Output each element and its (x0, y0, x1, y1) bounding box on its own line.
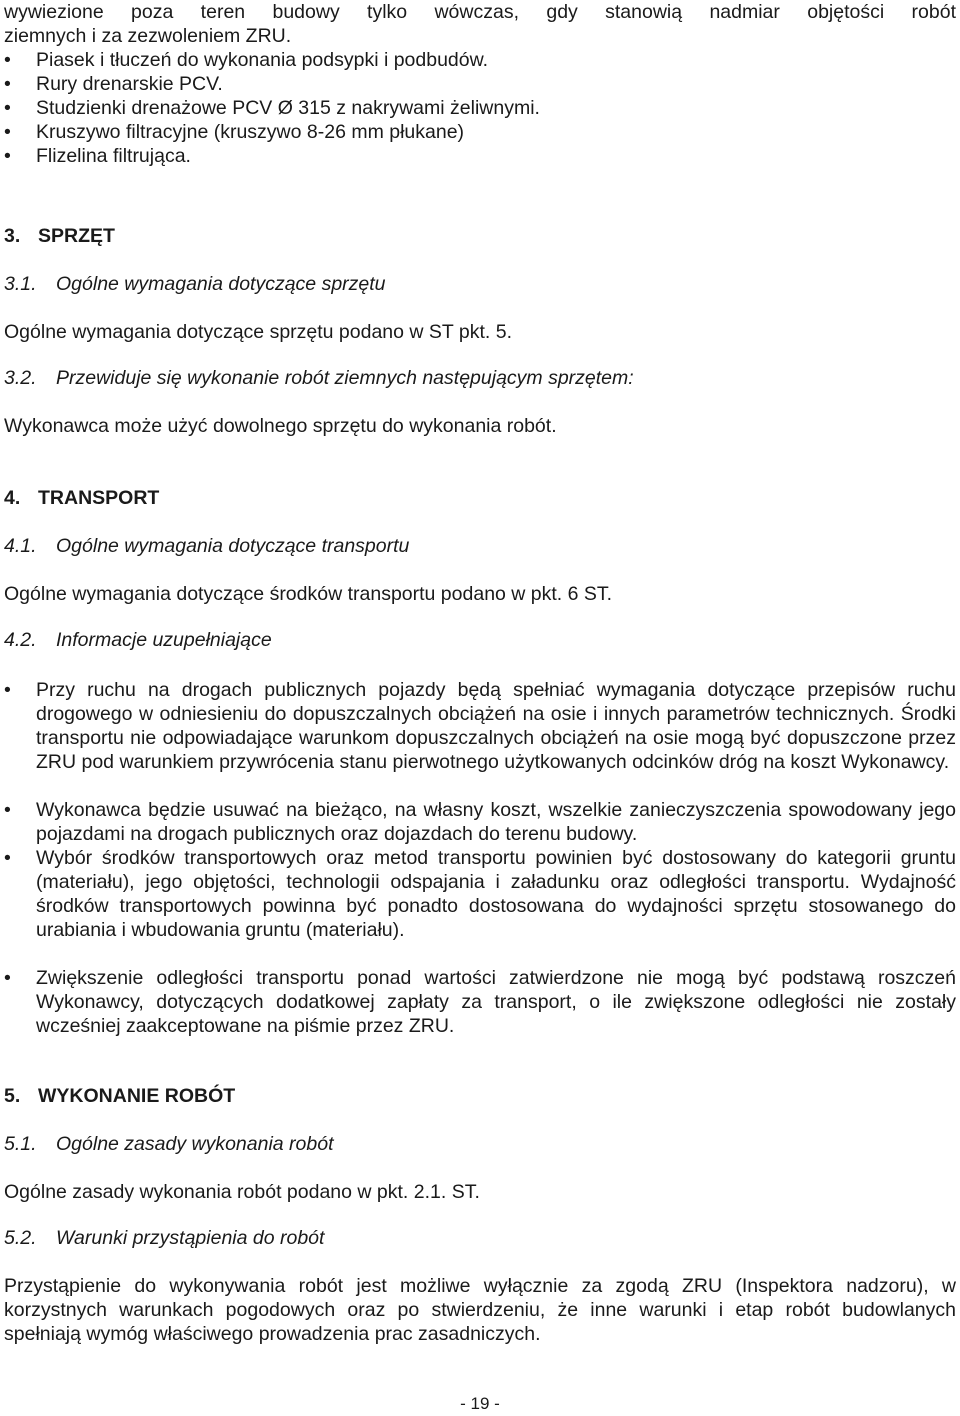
bullet-icon: • (4, 73, 11, 95)
info-list-item: • Wybór środków transportowych oraz metod transportu powinien być dostosowany do kategorii gruntu (materiału), jego objętości, technologii odspajania i załadunku oraz odległości transportu. Wydajność środków transportowych powinna być ponadto dostosowana do wydajności sprzętu stosowanego do urabiania i wbudowania gruntu (materiału). (4, 847, 956, 941)
paragraph: Ogólne zasady wykonania robót podano w pkt. 2.1. ST. (4, 1181, 480, 1203)
subsection-heading (4, 272, 956, 296)
subsection-number: 5.1. (4, 1133, 37, 1155)
bullet-icon: • (4, 679, 11, 701)
subsection-title: Ogólne wymagania dotyczące transportu (56, 535, 410, 557)
section-title: SPRZĘT (38, 225, 115, 247)
section-number: 3. (4, 225, 21, 247)
subsection-title: Ogólne wymagania dotyczące sprzętu (56, 273, 386, 295)
subsection-heading (4, 366, 956, 390)
materials-list-item: • Rury drenarskie PCV. (4, 73, 223, 95)
section-heading (4, 486, 956, 510)
subsection-number: 4.1. (4, 535, 37, 557)
paragraph: Ogólne wymagania dotyczące środków transportu podano w pkt. 6 ST. (4, 583, 613, 605)
subsection-number: 4.2. (4, 629, 37, 651)
bullet-icon: • (4, 799, 11, 821)
subsection-number: 3.2. (4, 367, 37, 389)
section-title: WYKONANIE ROBÓT (38, 1085, 236, 1107)
subsection-title: Warunki przystąpienia do robót (56, 1227, 325, 1249)
section-number: 5. (4, 1085, 21, 1107)
subsection-heading (4, 628, 956, 652)
bullet-icon: • (4, 49, 11, 71)
bullet-icon: • (4, 847, 11, 869)
bullet-icon: • (4, 967, 11, 989)
subsection-heading (4, 1226, 956, 1250)
info-list-item: • Zwiększenie odległości transportu ponad wartości zatwierdzone nie mogą być podstawą roszczeń Wykonawcy, dotyczących dodatkowej zapłaty za transport, o ile zwiększone odległości nie zostały wcześniej zaakceptowane na piśmie przez ZRU. (4, 967, 956, 1037)
paragraph: Przystąpienie do wykonywania robót jest możliwe wyłącznie za zgodą ZRU (Inspektora nadzoru), w korzystnych warunkach pogodowych oraz po stwierdzeniu, że inne warunki i etap robót budowlanych spełniają wymóg właściwego prowadzenia prac zasadniczych. (4, 1275, 956, 1345)
materials-list-item: • Studzienki drenażowe PCV Ø 315 z nakrywami żeliwnymi. (4, 97, 540, 119)
subsection-title: Przewiduje się wykonanie robót ziemnych następującym sprzętem: (56, 367, 634, 389)
materials-list-item: • Flizelina filtrująca. (4, 145, 191, 167)
materials-list-item: • Piasek i tłuczeń do wykonania podsypki i podbudów. (4, 49, 489, 71)
paragraph: Wykonawca może użyć dowolnego sprzętu do wykonania robót. (4, 415, 557, 437)
paragraph: Ogólne wymagania dotyczące sprzętu podano w ST pkt. 5. (4, 321, 513, 343)
info-list-item: • Wykonawca będzie usuwać na bieżąco, na własny koszt, wszelkie zanieczyszczenia spowodowany jego pojazdami na drogach publicznych oraz dojazdach do terenu budowy. (4, 799, 956, 845)
subsection-number: 3.1. (4, 273, 37, 295)
subsection-title: Ogólne zasady wykonania robót (56, 1133, 334, 1155)
subsection-title: Informacje uzupełniające (56, 629, 272, 651)
subsection-number: 5.2. (4, 1227, 37, 1249)
continuation-line-2: ziemnych i za zezwoleniem ZRU. (4, 25, 292, 47)
info-list-item: • Przy ruchu na drogach publicznych pojazdy będą spełniać wymagania dotyczące przepisów ruchu drogowego w odniesieniu do dopuszczalnych obciążeń na osie i innych parametrów technicznych. Środki transportu nie odpowiadające warunkom dopuszczalnych obciążeń na osie mogą być dopuszczone przez ZRU pod warunkiem przywrócenia stanu pierwotnego użytkowanych odcinków dróg na koszt Wykonawcy. (4, 679, 956, 773)
materials-list-item: • Kruszywo filtracyjne (kruszywo 8-26 mm płukane) (4, 121, 465, 143)
subsection-heading (4, 534, 956, 558)
continuation-paragraph (4, 0, 956, 48)
subsection-heading (4, 1132, 956, 1156)
continuation-line-1: wywiezione poza teren budowy tylko wówczas, gdy stanowią nadmiar objętości robót (4, 1, 956, 23)
bullet-icon: • (4, 145, 11, 167)
section-title: TRANSPORT (38, 487, 160, 509)
page-number: - 19 - (460, 1394, 500, 1413)
section-heading (4, 1084, 956, 1108)
section-number: 4. (4, 487, 21, 509)
bullet-icon: • (4, 97, 11, 119)
bullet-icon: • (4, 121, 11, 143)
section-heading (4, 224, 956, 248)
